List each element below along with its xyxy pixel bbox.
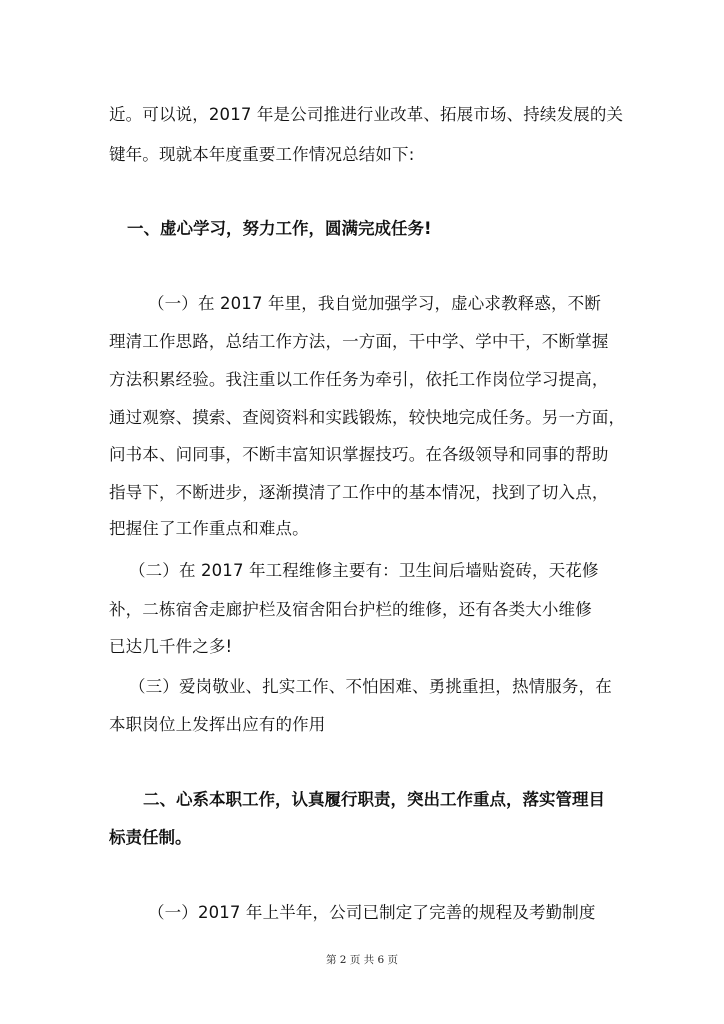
paragraph-line: 通过观察、摸索、查阅资料和实践锻炼，较快地完成任务。另一方面， (109, 408, 626, 427)
paragraph-line: 近。可以说，2017 年是公司推进行业改革、拓展市场、持续发展的关 (109, 105, 624, 124)
paragraph-line: 已达几千件之多! (109, 637, 233, 656)
paragraph-line: 键年。现就本年度重要工作情况总结如下: (109, 145, 415, 164)
paragraph-line: 问书本、问同事，不断丰富知识掌握技巧。在各级领导和同事的帮助 (109, 445, 609, 464)
paragraph-line: 理清工作思路，总结工作方法，一方面，干中学、学中干，不断掌握 (109, 332, 609, 351)
paragraph-line: 把握住了工作重点和难点。 (109, 519, 309, 538)
paragraph-line: 本职岗位上发挥出应有的作用 (109, 715, 326, 734)
page-footer: 第 2 页 共 6 页 (325, 954, 399, 966)
section-heading: 标责任制。 (109, 828, 192, 847)
paragraph-line: （一）2017 年上半年，公司已制定了完善的规程及考勤制度 (148, 903, 596, 922)
section-heading: 二、心系本职工作，认真履行职责，突出工作重点，落实管理目 (143, 790, 605, 809)
paragraph-line: （一）在 2017 年里，我自觉加强学习，虚心求教释惑，不断 (148, 294, 601, 313)
paragraph-line: （三）爱岗敬业、扎实工作、不怕困难、勇挑重担，热情服务，在 (129, 677, 612, 696)
paragraph-line: （二）在 2017 年工程维修主要有：卫生间后墙贴瓷砖，天花修 (129, 561, 599, 580)
paragraph-line: 指导下，不断进步，逐渐摸清了工作中的基本情况，找到了切入点， (109, 483, 609, 502)
paragraph-line: 方法积累经验。我注重以工作任务为牵引，依托工作岗位学习提高， (109, 370, 609, 389)
paragraph-line: 补，二栋宿舍走廊护栏及宿舍阳台护栏的维修，还有各类大小维修 (109, 600, 592, 619)
section-heading: 一、虚心学习，努力工作，圆满完成任务! (127, 219, 432, 238)
